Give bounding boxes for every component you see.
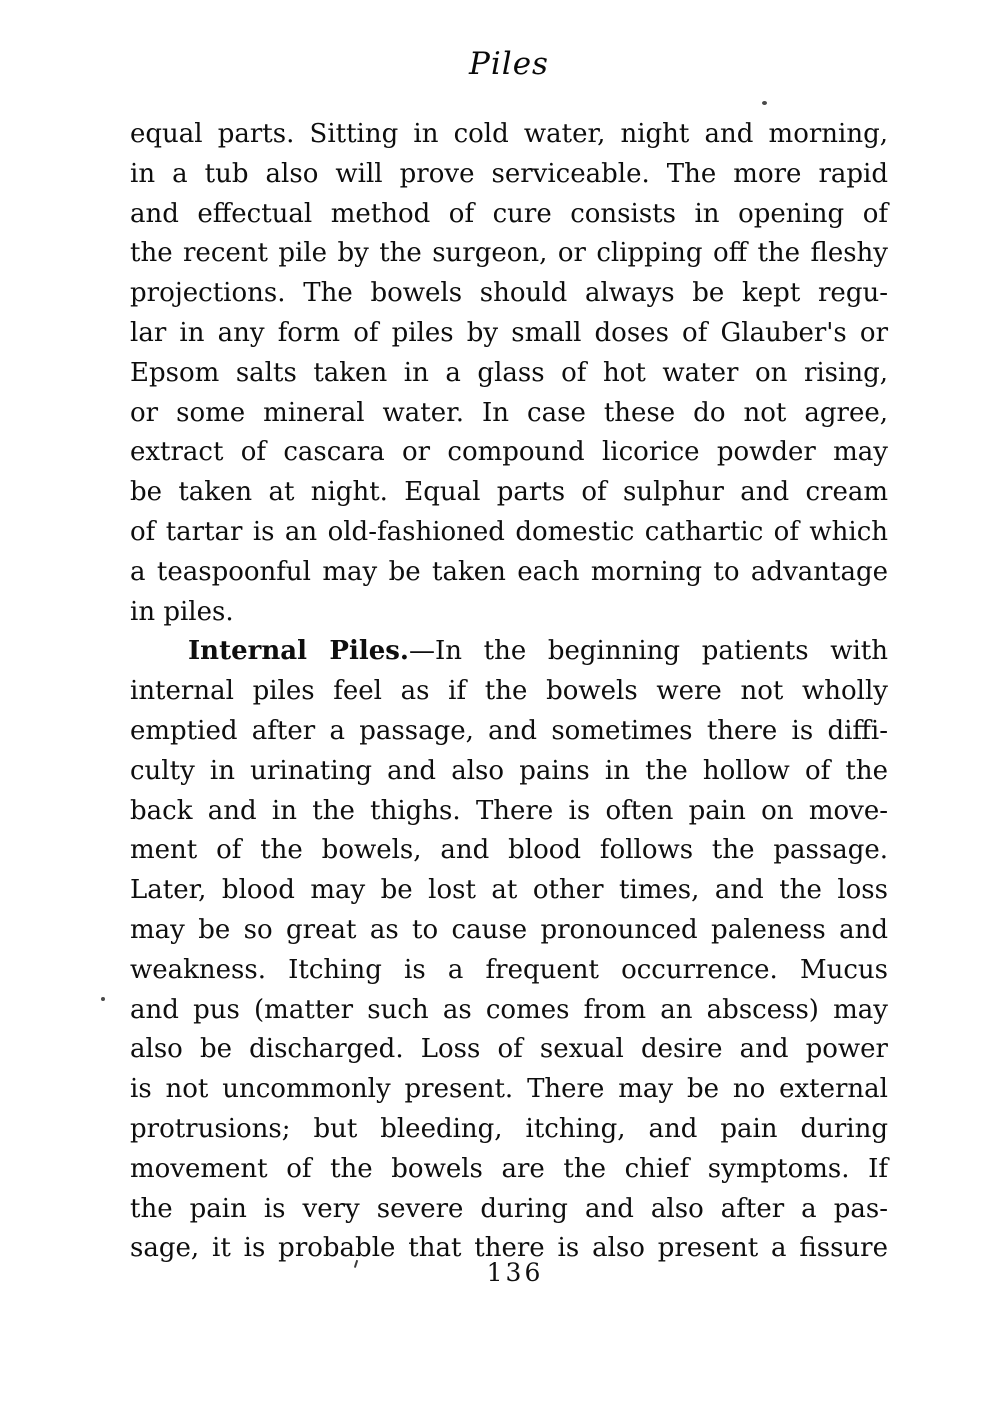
text-line: ment of the bowels, and blood follows the passage.	[130, 835, 888, 866]
text-line: Later, blood may be lost at other times, and the loss	[130, 875, 888, 906]
text-line: a teaspoonful may be taken each morning to advantage	[130, 556, 888, 587]
text-line: movement of the bowels are the chief symptoms. If	[130, 1153, 888, 1184]
em-dash: —	[408, 636, 435, 667]
text-line: extract of cascara or compound licorice powder may	[130, 437, 888, 468]
text-line: also be discharged. Loss of sexual desire and power	[130, 1034, 888, 1065]
text-line: back and in the thighs. There is often pain on move-	[130, 795, 888, 826]
body-text	[130, 115, 888, 1269]
text-line: sage, it is probable that there is also present a fissure	[130, 1233, 888, 1264]
text-line: equal parts. Sitting in cold water, night and morning,	[130, 119, 888, 149]
text-line: projections. The bowels should always be kept regu-	[130, 278, 888, 309]
page-number: 136	[486, 1258, 544, 1287]
text-line: Epsom salts taken in a glass of hot water on rising,	[130, 357, 888, 388]
scan-speck	[762, 101, 767, 105]
running-head: Piles	[469, 46, 549, 82]
text-line: in piles.	[130, 596, 234, 627]
scan-speck	[101, 997, 105, 1001]
text-line: culty in urinating and also pains in the hollow of the	[130, 755, 888, 786]
text-line: may be so great as to cause pronounced paleness and	[130, 914, 888, 945]
text-line: and pus (matter such as comes from an abscess) may	[130, 994, 888, 1025]
text-line: weakness. Itching is a frequent occurrence. Mucus	[130, 954, 888, 985]
paragraph-lead: Internal Piles.	[188, 636, 409, 667]
paragraph-lead-rest: In the beginning patients with	[434, 636, 888, 667]
text-line: internal piles feel as if the bowels were not wholly	[130, 676, 888, 707]
text-line: be taken at night. Equal parts of sulphur and cream	[130, 477, 888, 508]
text-line: the recent pile by the surgeon, or clipping off the fleshy	[130, 238, 888, 269]
text-line: is not uncommonly present. There may be no external	[130, 1074, 888, 1105]
text-line: the pain is very severe during and also after a pas-	[130, 1193, 888, 1224]
text-line: and effectual method of cure consists in opening of	[130, 198, 888, 229]
text-line: in a tub also will prove serviceable. The more rapid	[130, 158, 888, 189]
text-line: emptied after a passage, and sometimes there is diffi-	[130, 715, 888, 746]
text-line-paragraph-start	[130, 632, 888, 672]
text-line: or some mineral water. In case these do not agree,	[130, 397, 888, 428]
text-line: protrusions; but bleeding, itching, and pain during	[130, 1113, 888, 1144]
text-line: of tartar is an old-fashioned domestic cathartic of which	[130, 516, 888, 547]
text-line: lar in any form of piles by small doses of Glauber's or	[130, 317, 888, 348]
